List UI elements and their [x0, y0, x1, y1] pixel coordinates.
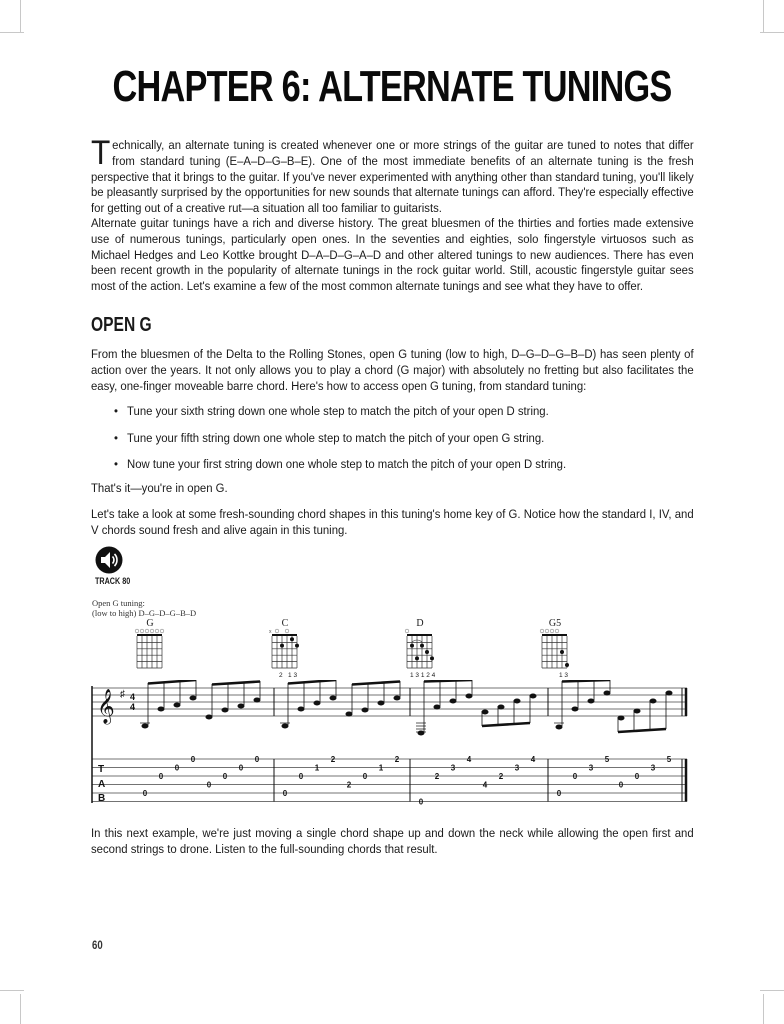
crop-mark-top-right-h [760, 32, 784, 33]
tuning-step: • Tune your fifth string down one whole step to match the pitch of your open G string. [114, 431, 672, 458]
drop-cap: T [91, 134, 111, 172]
svg-text:3: 3 [650, 763, 656, 773]
open-g-paragraph-3: Let's take a look at some fresh-sounding chord shapes in this tuning's home key of G. Notice how the standard I, IV, and V chords sound fresh and alive again in this tuning. [91, 507, 694, 537]
svg-text:1: 1 [314, 763, 320, 773]
svg-text:2: 2 [330, 755, 336, 764]
intro-paragraph-2: Alternate guitar tunings have a rich and diverse history. The great bluesmen of the thirties and forties made extensive use of numerous tunings, particularly open ones. In the seventies and eighties, solo fingerstyle virtuosos such as Michael Hedges and Leo Kottke brought D–A–D–G–A–D and other altered tunings to new audiences. There has even been recent growth in the popularity of alternate tunings in the rock guitar world. Still, acoustic fingerstyle guitar sees most of the action. Let's examine a few of the most common alternate tunings and see what they have to offer. [91, 216, 694, 294]
intro-paragraph-1-text: echnically, an alternate tuning is created whenever one or more strings of the guitar are tuned to notes that differ from standard tuning (E–A–D–G–B–E). One of the most immediate benefits of an alternate tuning is the fresh perspective that it brings to the guitar. If you've never experimented with anything other than standard tuning, you'll likely be pleasantly surprised by the opportunities for new sounds that alternate tunings can afford. They're especially effective for getting out of a creative rut—a situation all too familiar to guitarists. [91, 138, 694, 216]
svg-text:4: 4 [466, 755, 472, 764]
audio-speaker-icon[interactable] [95, 546, 123, 574]
chord-diagram-d [400, 618, 440, 680]
svg-text:0: 0 [190, 755, 196, 764]
chord-name: D [416, 618, 424, 629]
key-signature-sharp: ♯ [120, 689, 125, 700]
section-heading-open-g: OPEN G [91, 314, 152, 336]
svg-text:0: 0 [282, 789, 288, 798]
svg-text:4: 4 [482, 780, 488, 790]
tuning-label [92, 598, 196, 618]
svg-text:0: 0 [174, 763, 180, 773]
svg-text:0: 0 [206, 780, 212, 790]
crop-mark-top-left-h [0, 32, 24, 33]
svg-text:x: x [269, 629, 272, 635]
svg-text:3: 3 [588, 763, 594, 773]
open-g-paragraph-2: That's it—you're in open G. [91, 481, 228, 495]
chord-diagram-c [265, 618, 305, 680]
svg-text:B: B [98, 793, 106, 804]
crop-mark-top-left-v [20, 0, 21, 32]
svg-text:T: T [98, 764, 105, 775]
treble-clef-icon: 𝄞 [97, 690, 115, 723]
chord-name: C [281, 618, 289, 629]
svg-text:0: 0 [298, 772, 304, 781]
intro-paragraph-1 [91, 134, 694, 217]
svg-text:0: 0 [556, 789, 562, 798]
svg-text:2: 2 [346, 780, 352, 790]
svg-text:1: 1 [378, 763, 384, 773]
svg-text:3: 3 [450, 763, 456, 773]
chord-fingering: 1 3 [559, 672, 569, 679]
chord-grid [130, 628, 170, 684]
chord-fingering: 2 1 3 [279, 672, 298, 679]
page-number: 60 [92, 938, 103, 952]
svg-text:5: 5 [604, 755, 610, 764]
tuning-step: • Tune your sixth string down one whole step to match the pitch of your open D string. [114, 404, 672, 431]
chord-diagram-g5 [535, 618, 575, 680]
open-g-paragraph-4: In this next example, we're just moving a single chord shape up and down the neck while allowing the open first and second strings to drone. Listen to the full-sounding chords that result. [91, 826, 694, 856]
svg-text:0: 0 [254, 755, 260, 764]
svg-text:2: 2 [394, 755, 400, 764]
svg-text:4: 4 [130, 692, 136, 702]
svg-text:0: 0 [572, 772, 578, 781]
crop-mark-bottom-left-v [20, 994, 21, 1024]
tuning-label-line-1: Open G tuning: [92, 598, 145, 608]
svg-text:3: 3 [514, 763, 520, 773]
svg-text:0: 0 [618, 780, 624, 790]
crop-mark-bottom-left-h [0, 990, 24, 991]
chord-name: G [146, 618, 154, 629]
svg-text:0: 0 [634, 772, 640, 781]
svg-text:0: 0 [222, 772, 228, 781]
svg-text:2: 2 [498, 772, 504, 781]
svg-text:A: A [98, 779, 106, 790]
svg-text:2: 2 [434, 772, 440, 781]
chord-fingering: 1 3 1 2 4 [410, 672, 436, 679]
tuning-step: • Now tune your first string down one whole step to match the pitch of your open D string. [114, 457, 672, 484]
tuning-steps-list [114, 404, 672, 484]
chapter-title: CHAPTER 6: ALTERNATE TUNINGS [112, 62, 672, 111]
crop-mark-bottom-right-h [760, 990, 784, 991]
svg-text:4: 4 [530, 755, 536, 764]
tuning-label-line-2: (low to high) D–G–D–G–B–D [92, 608, 197, 618]
open-g-paragraph-1: From the bluesmen of the Delta to the Rolling Stones, open G tuning (low to high, D–G–D–G–B–D) has seen plenty of action over the years. It not only allows you to play a chord (G major) with absolutely no fretting but also facilitates the easy, one-finger moveable barre chord. Here's how to access open G tuning, from standard tuning: [91, 347, 694, 393]
crop-mark-top-right-v [763, 0, 764, 32]
notation-and-tab-staff [90, 680, 690, 810]
svg-text:0: 0 [158, 772, 164, 781]
svg-text:5: 5 [666, 755, 672, 764]
track-label: TRACK 80 [95, 576, 131, 586]
svg-text:0: 0 [362, 772, 368, 781]
chord-diagram-g [130, 618, 170, 680]
svg-text:4: 4 [130, 702, 136, 712]
chord-name: G5 [548, 618, 562, 629]
svg-text:0: 0 [238, 763, 244, 773]
svg-text:0: 0 [418, 797, 424, 807]
crop-mark-bottom-right-v [763, 994, 764, 1024]
svg-text:0: 0 [142, 789, 148, 798]
